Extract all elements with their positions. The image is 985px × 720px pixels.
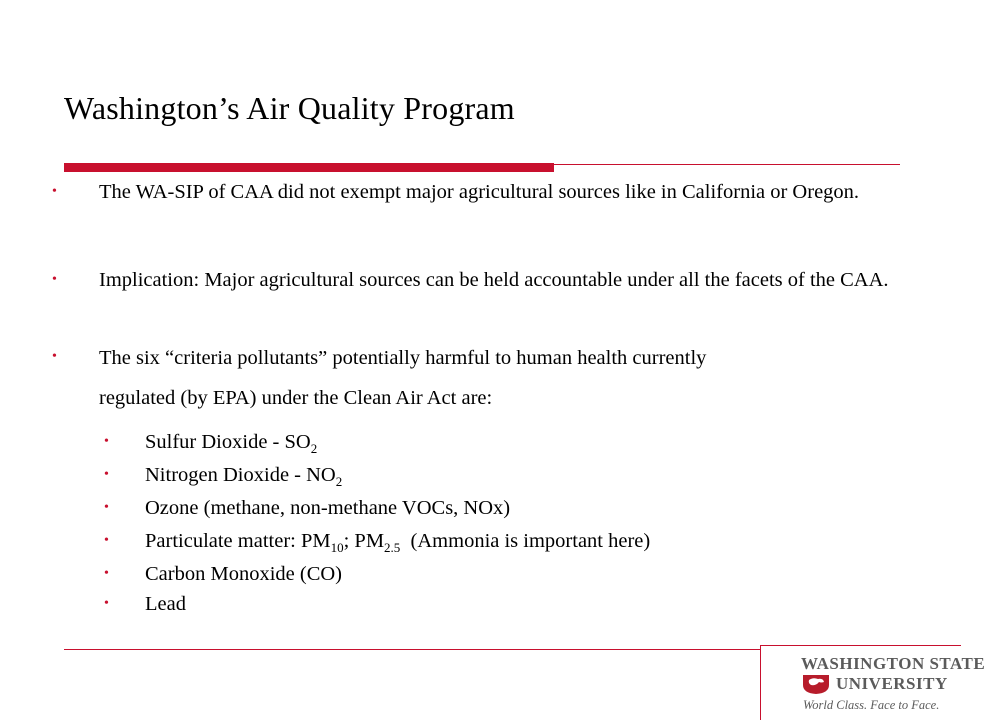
bullet-text: The WA-SIP of CAA did not exempt major agricultural sources like in California or Oregon.: [99, 181, 860, 203]
pollutant-item: [104, 529, 904, 553]
bullet-dot: •: [104, 434, 109, 449]
slide-title: Washington’s Air Quality Program: [64, 90, 515, 126]
pollutant-label: ; PM: [343, 530, 385, 552]
bullet-item: [52, 181, 932, 203]
pollutant-item: [104, 562, 904, 586]
logo-line-1: WASHINGTON STATE: [801, 654, 985, 673]
cougar-seal-icon: [801, 673, 831, 695]
bullet-dot: •: [52, 184, 57, 199]
bullet-text: Implication: Major agricultural sources can be held accountable under all the facets of the CAA.: [99, 269, 889, 291]
bullet-item: [52, 346, 932, 418]
pollutant-item: [104, 592, 904, 616]
pollutant-label: Sulfur Dioxide - SO: [145, 431, 311, 453]
bullet-text: [99, 338, 932, 418]
bullet-dot: •: [104, 533, 109, 548]
title-underline-bar: [64, 163, 554, 172]
wsu-logo: [760, 645, 985, 720]
bullet-text-line: regulated (by EPA) under the Clean Air Act are:: [99, 387, 493, 409]
subscript: 2: [310, 441, 318, 456]
bullet-dot: •: [104, 467, 109, 482]
bullet-text-line: The six “criteria pollutants” potentially harmful to human health currently: [99, 347, 707, 369]
bullet-dot: •: [104, 596, 109, 611]
pollutant-item: [104, 496, 904, 520]
pollutant-label: Ozone (methane, non-methane VOCs, NOx): [145, 497, 511, 519]
pollutant-item: [104, 463, 904, 487]
bullet-dot: •: [52, 272, 57, 287]
bullet-item: [52, 269, 932, 291]
title-underline-rule: [554, 164, 900, 165]
pollutant-label: Carbon Monoxide (CO): [145, 563, 343, 585]
subscript: 2: [335, 474, 343, 489]
pollutant-item: [104, 430, 904, 454]
bullet-dot: •: [104, 500, 109, 515]
logo-line-2: UNIVERSITY: [836, 674, 948, 693]
logo-tagline: World Class. Face to Face.: [803, 698, 940, 712]
subscript: 10: [330, 540, 344, 555]
bullet-dot: •: [52, 349, 57, 364]
pollutant-note: (Ammonia is important here): [400, 530, 651, 552]
pollutant-label: Particulate matter: PM: [145, 530, 331, 552]
subscript: 2.5: [384, 540, 401, 555]
pollutant-label: Nitrogen Dioxide - NO: [145, 464, 336, 486]
bullet-dot: •: [104, 566, 109, 581]
pollutant-label: Lead: [145, 593, 186, 615]
